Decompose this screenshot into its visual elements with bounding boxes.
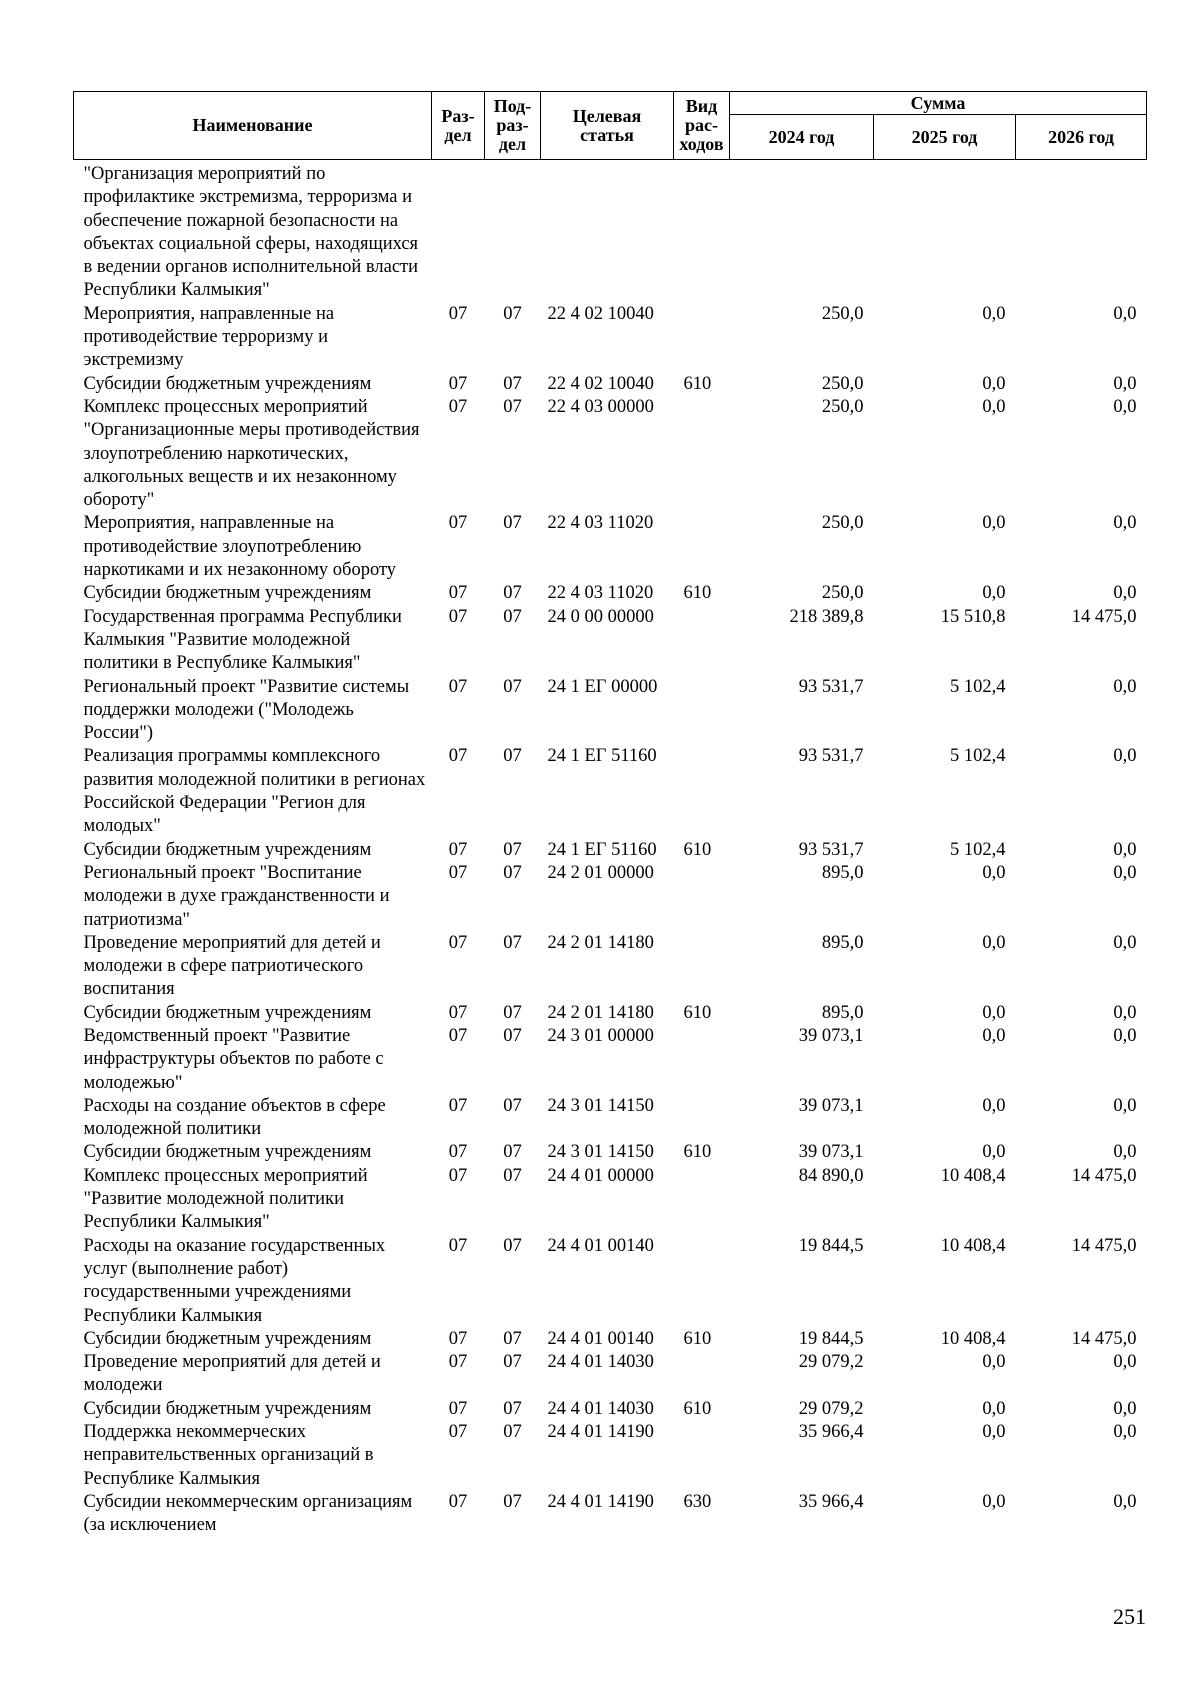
cell-podrazdel: 07 — [503, 1422, 522, 1443]
cell-code: 24 1 ЕГ 00000 — [547, 676, 658, 697]
cell-name: Проведение мероприятий для детей и молодежи — [83, 1352, 381, 1396]
cell-2025: 0,0 — [982, 396, 1006, 417]
cell-code: 24 3 01 14150 — [547, 1142, 654, 1163]
cell-2026: 0,0 — [1113, 1025, 1137, 1046]
cell-code: 24 4 01 14190 — [547, 1422, 654, 1443]
cell-2024: 19 844,5 — [798, 1235, 864, 1256]
cell-name: Субсидии бюджетным учреждениям — [83, 583, 372, 604]
table-row — [74, 373, 1147, 396]
cell-code: 24 1 ЕГ 51160 — [547, 746, 657, 767]
cell-podrazdel: 07 — [503, 583, 522, 604]
cell-vid — [674, 745, 730, 838]
cell-2024: 84 890,0 — [798, 1165, 864, 1186]
cell-2024: 250,0 — [821, 303, 864, 324]
cell-podrazdel: 07 — [503, 1398, 522, 1419]
cell-vid: 610 — [683, 583, 712, 604]
cell-2024: 35 966,4 — [798, 1422, 864, 1443]
table-row — [74, 1025, 1147, 1095]
cell-podrazdel: 07 — [503, 606, 522, 627]
cell-name: Комплекс процессных мероприятий "Организационные меры противодействия злоупотреблению наркотических, алкогольных веществ и их незаконному обороту" — [83, 396, 420, 511]
cell-podrazdel: 07 — [503, 1352, 522, 1373]
cell-2025: 10 408,4 — [940, 1235, 1006, 1256]
cell-vid — [674, 1095, 730, 1142]
header-vid-text: Вид рас- ходов — [679, 96, 724, 154]
header-year-2025: 2025 год — [874, 115, 1016, 160]
cell-2024: 895,0 — [821, 932, 864, 953]
cell-2025: 0,0 — [982, 1025, 1006, 1046]
cell-razdel: 07 — [448, 583, 468, 604]
cell-podrazdel — [485, 160, 541, 303]
cell-2025: 0,0 — [982, 1002, 1006, 1023]
cell-vid — [674, 606, 730, 676]
table-row — [74, 582, 1147, 605]
cell-razdel: 07 — [448, 513, 468, 534]
cell-2024: 39 073,1 — [798, 1142, 864, 1163]
table-row — [74, 1421, 1147, 1491]
cell-podrazdel: 07 — [503, 303, 522, 324]
header-name: Наименование — [74, 92, 432, 160]
cell-razdel: 07 — [448, 373, 468, 394]
cell-code: 22 4 03 11020 — [547, 583, 654, 604]
cell-vid — [674, 932, 730, 1002]
cell-podrazdel: 07 — [503, 1165, 522, 1186]
cell-name: Расходы на создание объектов в сфере молодежной политики — [83, 1095, 386, 1140]
cell-2025: 10 408,4 — [940, 1328, 1006, 1349]
cell-razdel: 07 — [448, 1398, 468, 1419]
cell-razdel: 07 — [448, 1422, 468, 1443]
cell-vid: 610 — [683, 373, 712, 394]
cell-name: Поддержка некоммерческих неправительственных организаций в Республике Калмыкия — [83, 1422, 374, 1489]
cell-2026: 0,0 — [1113, 839, 1137, 860]
cell-2026: 0,0 — [1113, 373, 1137, 394]
cell-podrazdel: 07 — [503, 676, 522, 697]
cell-vid — [674, 862, 730, 932]
table-row — [74, 606, 1147, 676]
cell-vid — [674, 512, 730, 582]
cell-2025: 0,0 — [982, 1352, 1006, 1373]
cell-2025 — [874, 160, 1016, 303]
cell-vid: 610 — [683, 1142, 712, 1163]
cell-2026: 0,0 — [1113, 1002, 1137, 1023]
cell-podrazdel: 07 — [503, 1025, 522, 1046]
cell-2024: 39 073,1 — [798, 1025, 864, 1046]
cell-vid — [674, 160, 730, 303]
cell-razdel: 07 — [448, 839, 468, 860]
cell-podrazdel: 07 — [503, 1235, 522, 1256]
cell-2026: 0,0 — [1113, 1398, 1137, 1419]
cell-vid: 610 — [683, 1398, 712, 1419]
table-row — [74, 1165, 1147, 1235]
cell-code: 22 4 02 10040 — [547, 373, 654, 394]
cell-podrazdel: 07 — [503, 373, 522, 394]
cell-name: Субсидии бюджетным учреждениям — [83, 839, 372, 860]
cell-name: Комплекс процессных мероприятий "Развитие молодежной политики Республики Калмыкия" — [83, 1165, 368, 1233]
cell-code: 24 3 01 00000 — [547, 1025, 654, 1046]
table-row — [74, 676, 1147, 746]
cell-2026 — [1016, 160, 1147, 303]
cell-code: 24 4 01 14030 — [547, 1352, 654, 1373]
cell-2025: 0,0 — [982, 513, 1006, 534]
cell-razdel: 07 — [448, 862, 468, 883]
cell-name: Государственная программа Республики Калмыкия "Развитие молодежной политики в Республике Калмыкия" — [83, 606, 402, 674]
cell-name: Мероприятия, направленные на противодействие терроризму и экстремизму — [83, 303, 335, 371]
cell-razdel — [432, 160, 485, 303]
cell-razdel: 07 — [448, 1328, 468, 1349]
table-row — [74, 1141, 1147, 1164]
cell-2024: 895,0 — [821, 1002, 864, 1023]
cell-code: 24 4 01 00140 — [547, 1328, 654, 1349]
cell-2024: 250,0 — [821, 373, 864, 394]
cell-podrazdel: 07 — [503, 862, 522, 883]
cell-2026: 14 475,0 — [1071, 1235, 1137, 1256]
cell-podrazdel: 07 — [503, 513, 522, 534]
cell-2024: 93 531,7 — [798, 746, 864, 767]
cell-2026: 14 475,0 — [1071, 1165, 1137, 1186]
cell-name: Субсидии некоммерческим организациям (за исключением — [83, 1491, 413, 1536]
cell-name: "Организация мероприятий по профилактике экстремизма, терроризма и обеспечение пожарной безопасности на объектах социальной сферы, находящихся в ведении органов исполнительной власти Республики Калмыкия" — [83, 164, 419, 301]
cell-podrazdel: 07 — [503, 396, 522, 417]
cell-vid: 610 — [683, 1328, 712, 1349]
header-year-2024: 2024 год — [730, 115, 874, 160]
cell-2025: 5 102,4 — [950, 746, 1006, 767]
cell-2024: 250,0 — [821, 583, 864, 604]
cell-code: 24 0 00 00000 — [547, 606, 654, 627]
cell-code: 24 4 01 14190 — [547, 1491, 654, 1512]
cell-code: 22 4 03 00000 — [547, 396, 654, 417]
cell-podrazdel: 07 — [503, 932, 522, 953]
cell-2024: 895,0 — [821, 862, 864, 883]
cell-razdel: 07 — [448, 676, 468, 697]
cell-podrazdel: 07 — [503, 1095, 522, 1116]
table-row — [74, 1398, 1147, 1421]
cell-podrazdel: 07 — [503, 1002, 522, 1023]
header-tselevaya-text: Целевая статья — [572, 105, 642, 145]
cell-2026: 0,0 — [1113, 1422, 1137, 1443]
cell-2024: 19 844,5 — [798, 1328, 864, 1349]
table-body — [74, 160, 1147, 1538]
cell-2026: 14 475,0 — [1071, 1328, 1137, 1349]
table-row — [74, 862, 1147, 932]
cell-2025: 0,0 — [982, 1491, 1006, 1512]
cell-vid — [674, 1165, 730, 1235]
cell-2026: 0,0 — [1113, 1352, 1137, 1373]
cell-2024: 218 389,8 — [789, 606, 864, 627]
cell-2026: 0,0 — [1113, 583, 1137, 604]
header-podrazdel-text: Под- раз- дел — [493, 96, 532, 154]
cell-2026: 0,0 — [1113, 1491, 1137, 1512]
table-row — [74, 932, 1147, 1002]
cell-2024: 29 079,2 — [798, 1398, 864, 1419]
table-row — [74, 1235, 1147, 1328]
cell-name: Региональный проект "Развитие системы поддержки молодежи ("Молодежь России") — [83, 676, 410, 744]
cell-2025: 0,0 — [982, 1142, 1006, 1163]
cell-name: Региональный проект "Воспитание молодежи в духе гражданственности и патриотизма" — [83, 862, 390, 930]
cell-2025: 10 408,4 — [940, 1165, 1006, 1186]
cell-2024: 93 531,7 — [798, 839, 864, 860]
cell-vid — [674, 676, 730, 746]
header-razdel — [432, 92, 485, 160]
cell-code: 24 2 01 00000 — [547, 862, 654, 883]
cell-2026: 0,0 — [1113, 513, 1137, 534]
cell-2025: 5 102,4 — [950, 676, 1006, 697]
cell-name: Субсидии бюджетным учреждениям — [83, 373, 372, 394]
cell-2025: 0,0 — [982, 932, 1006, 953]
cell-2025: 0,0 — [982, 583, 1006, 604]
table-row — [74, 839, 1147, 862]
header-podrazdel — [485, 92, 541, 160]
cell-code — [541, 160, 674, 303]
cell-razdel: 07 — [448, 1352, 468, 1373]
cell-razdel: 07 — [448, 1025, 468, 1046]
cell-2024: 35 966,4 — [798, 1491, 864, 1512]
cell-name: Субсидии бюджетным учреждениям — [83, 1142, 372, 1163]
table-row — [74, 303, 1147, 373]
cell-razdel: 07 — [448, 746, 468, 767]
budget-table — [73, 91, 1147, 1538]
header-vid — [674, 92, 730, 160]
cell-code: 24 2 01 14180 — [547, 1002, 654, 1023]
cell-vid: 610 — [683, 1002, 712, 1023]
cell-podrazdel: 07 — [503, 839, 522, 860]
cell-vid — [674, 303, 730, 373]
cell-2025: 0,0 — [982, 862, 1006, 883]
cell-2024: 29 079,2 — [798, 1352, 864, 1373]
cell-razdel: 07 — [448, 303, 468, 324]
cell-name: Субсидии бюджетным учреждениям — [83, 1002, 372, 1023]
cell-code: 24 3 01 14150 — [547, 1095, 654, 1116]
table-row — [74, 160, 1147, 303]
table-row — [74, 1491, 1147, 1538]
cell-podrazdel: 07 — [503, 1491, 522, 1512]
header-year-2026: 2026 год — [1016, 115, 1147, 160]
table-header — [74, 92, 1147, 160]
cell-2025: 0,0 — [982, 1422, 1006, 1443]
cell-code: 24 4 01 00140 — [547, 1235, 654, 1256]
header-tselevaya — [541, 92, 674, 160]
cell-2025: 0,0 — [982, 1398, 1006, 1419]
cell-razdel: 07 — [448, 396, 468, 417]
cell-vid: 610 — [683, 839, 712, 860]
cell-2026: 0,0 — [1113, 1142, 1137, 1163]
cell-name: Субсидии бюджетным учреждениям — [83, 1398, 372, 1419]
table-row — [74, 745, 1147, 838]
cell-razdel: 07 — [448, 1002, 468, 1023]
cell-name: Субсидии бюджетным учреждениям — [83, 1328, 372, 1349]
cell-name: Реализация программы комплексного развития молодежной политики в регионах Российской Федерации "Регион для молодых" — [83, 746, 426, 837]
cell-code: 24 1 ЕГ 51160 — [547, 839, 657, 860]
cell-2026: 0,0 — [1113, 932, 1137, 953]
cell-2024: 250,0 — [821, 396, 864, 417]
cell-2025: 5 102,4 — [950, 839, 1006, 860]
cell-podrazdel: 07 — [503, 746, 522, 767]
cell-vid — [674, 1025, 730, 1095]
table-row — [74, 1328, 1147, 1351]
table-row — [74, 512, 1147, 582]
cell-2026: 0,0 — [1113, 1095, 1137, 1116]
cell-code: 24 2 01 14180 — [547, 932, 654, 953]
cell-2026: 0,0 — [1113, 303, 1137, 324]
cell-2025: 0,0 — [982, 1095, 1006, 1116]
cell-razdel: 07 — [448, 932, 468, 953]
cell-2024: 39 073,1 — [798, 1095, 864, 1116]
cell-name: Расходы на оказание государственных услуг (выполнение работ) государственными учреждениями Республики Калмыкия — [83, 1235, 386, 1326]
cell-code: 24 4 01 00000 — [547, 1165, 654, 1186]
cell-razdel: 07 — [448, 606, 468, 627]
cell-2024: 250,0 — [821, 513, 864, 534]
cell-podrazdel: 07 — [503, 1142, 522, 1163]
cell-razdel: 07 — [448, 1491, 468, 1512]
cell-vid — [674, 1421, 730, 1491]
cell-code: 22 4 03 11020 — [547, 513, 654, 534]
cell-razdel: 07 — [448, 1142, 468, 1163]
cell-2025: 0,0 — [982, 373, 1006, 394]
table-row — [74, 1095, 1147, 1142]
cell-razdel: 07 — [448, 1165, 468, 1186]
table-row — [74, 396, 1147, 512]
cell-code: 22 4 02 10040 — [547, 303, 654, 324]
cell-vid — [674, 396, 730, 512]
cell-2025: 15 510,8 — [940, 606, 1006, 627]
cell-razdel: 07 — [448, 1095, 468, 1116]
cell-2026: 0,0 — [1113, 396, 1137, 417]
cell-podrazdel: 07 — [503, 1328, 522, 1349]
cell-2026: 0,0 — [1113, 676, 1137, 697]
cell-2026: 14 475,0 — [1071, 606, 1137, 627]
cell-2026: 0,0 — [1113, 746, 1137, 767]
cell-2026: 0,0 — [1113, 862, 1137, 883]
cell-vid: 630 — [683, 1491, 712, 1512]
page-number: 251 — [1113, 1604, 1146, 1629]
cell-vid — [674, 1235, 730, 1328]
header-summa: Сумма — [730, 92, 1147, 115]
cell-razdel: 07 — [448, 1235, 468, 1256]
cell-name: Проведение мероприятий для детей и молодежи в сфере патриотического воспитания — [83, 932, 381, 1000]
table-row — [74, 1002, 1147, 1025]
cell-2024 — [730, 160, 874, 303]
cell-vid — [674, 1351, 730, 1398]
cell-name: Мероприятия, направленные на противодействие злоупотреблению наркотиками и их незаконному обороту — [83, 513, 397, 581]
cell-code: 24 4 01 14030 — [547, 1398, 654, 1419]
header-razdel-text: Раз- дел — [441, 105, 475, 145]
cell-2025: 0,0 — [982, 303, 1006, 324]
cell-2024: 93 531,7 — [798, 676, 864, 697]
table-row — [74, 1351, 1147, 1398]
cell-name: Ведомственный проект "Развитие инфраструктуры объектов по работе с молодежью" — [83, 1025, 384, 1093]
